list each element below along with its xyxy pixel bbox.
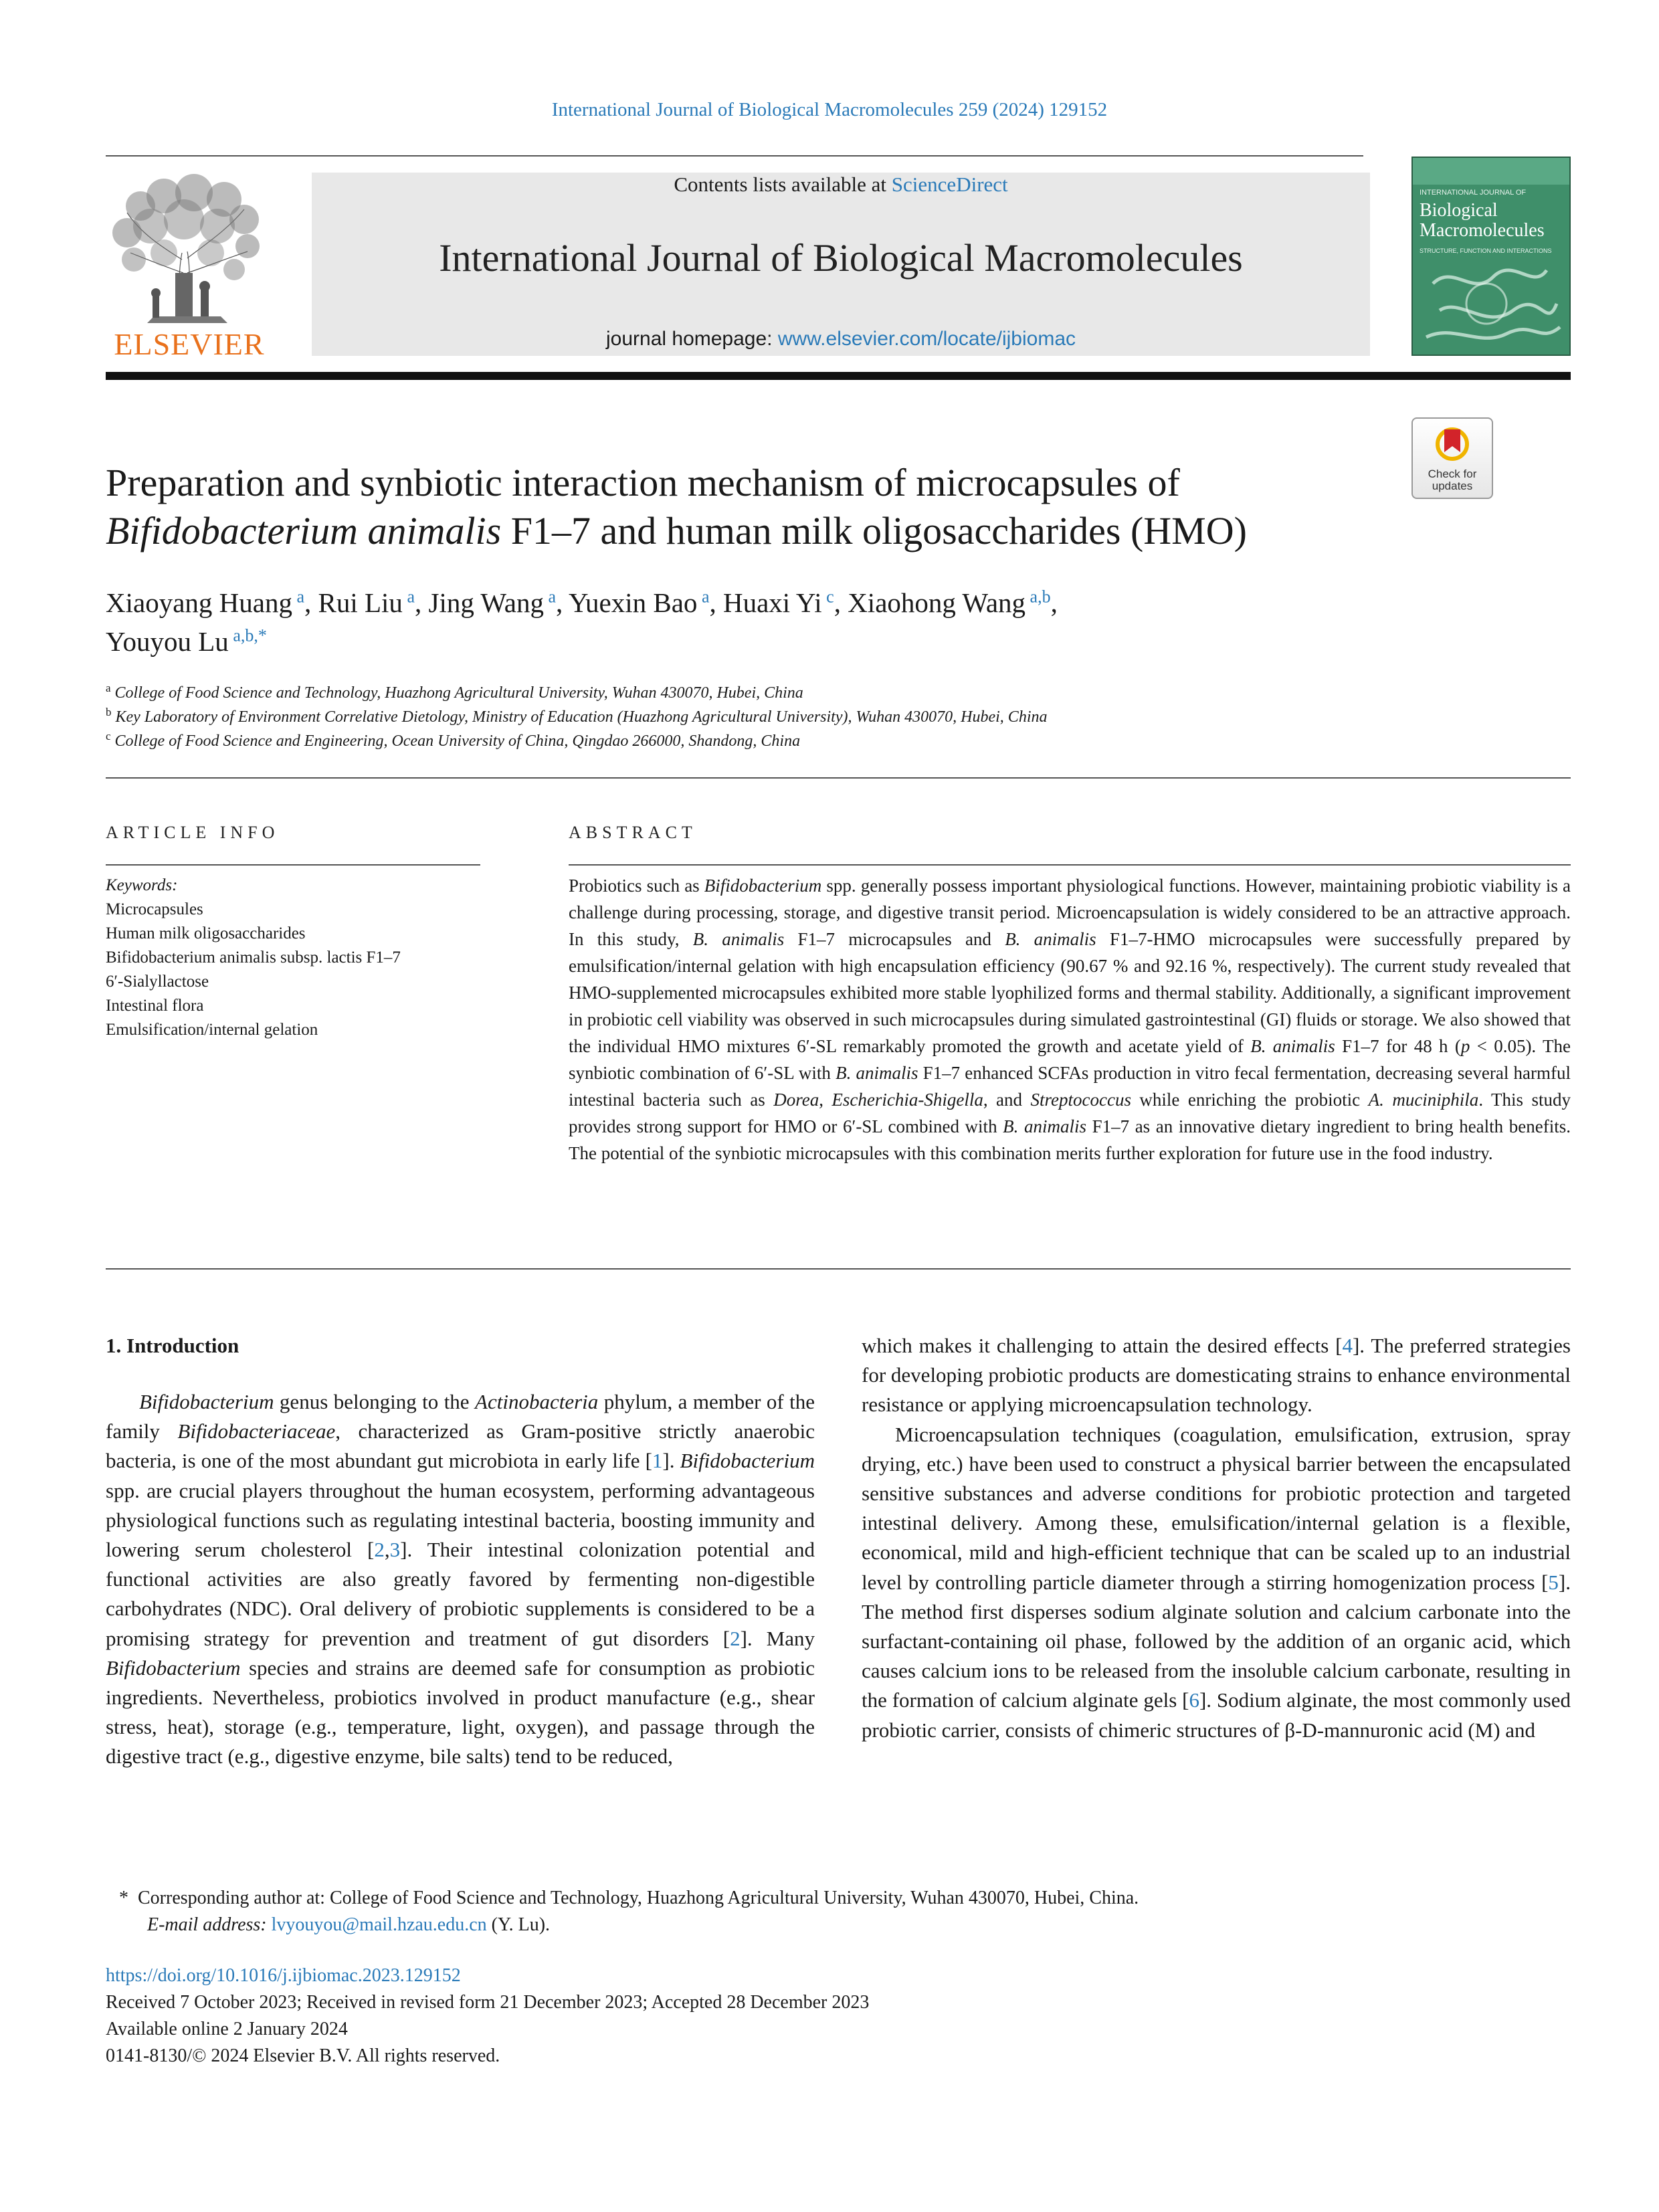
cover-artwork [1413, 257, 1569, 356]
author-affil-sup[interactable]: a [701, 587, 710, 607]
author-affil-sup[interactable]: c [826, 587, 834, 607]
body-column-right [862, 1331, 1571, 1745]
citation-link[interactable]: 6 [1189, 1688, 1199, 1712]
section-rule [106, 777, 1571, 779]
author-name[interactable]: Huaxi Yi [722, 587, 822, 618]
copyright: 0141-8130/© 2024 Elsevier B.V. All rights reserved. [106, 2045, 500, 2066]
article-info-heading: ARTICLE INFO [106, 823, 280, 842]
author-affil-sup[interactable]: a,b [1030, 587, 1051, 607]
author-name[interactable]: Jing Wang [428, 587, 544, 618]
header-rule [106, 155, 1363, 157]
keyword: Intestinal flora [106, 997, 204, 1015]
masthead-thick-rule [106, 372, 1571, 380]
homepage-line: journal homepage: www.elsevier.com/locate/ijbiomac [605, 328, 1076, 350]
cover-small-text: INTERNATIONAL JOURNAL OF [1420, 189, 1527, 197]
contents-line: Contents lists available at ScienceDirect [674, 173, 1008, 196]
author-affil-sup[interactable]: a,b,* [233, 625, 267, 645]
keyword: 6′-Sialyllactose [106, 973, 209, 991]
author-affil-sup[interactable]: a [296, 587, 304, 607]
sciencedirect-link[interactable]: ScienceDirect [891, 173, 1008, 196]
keyword: Microcapsules [106, 900, 203, 918]
journal-citation-link[interactable]: International Journal of Biological Macromolecules 259 (2024) 129152 [551, 99, 1108, 120]
paragraph: Bifidobacterium genus belonging to the Actinobacteria phylum, a member of the family Bifidobacteriaceae, characterized as Gram-positive strictly anaerobic bacteria, is one of the most abundant gut microbiota in early life [1]. Bifidobacterium spp. are crucial players throughout the human ecosystem, performing advantageous physiological functions such as regulating intestinal bacteria, boosting immunity and lowering serum cholesterol [2,3]. Their intestinal colonization potential and functional activities are also greatly favored by fermenting non-digestible carbohydrates (NDC). Oral delivery of probiotic supplements is considered to be a promising strategy for prevention and treatment of gut disorders [2]. Many Bifidobacterium species and strains are deemed safe for consumption as probiotic ingredients. Nevertheless, probiotics involved in product manufacture (e.g., shear stress, heat), storage (e.g., temperature, light, oxygen), and passage through the digestive tract (e.g., digestive enzyme, bile salts) tend to be reduced, [106, 1390, 815, 1769]
check-for-updates-badge[interactable] [1411, 417, 1493, 499]
affiliation: $^a$ College of Food Science and Technology, Huazhong Agricultural University, Wuhan 430070, Hubei, China [106, 682, 803, 702]
affiliations [106, 681, 1564, 753]
abstract-text: Probiotics such as Bifidobacterium spp. generally possess important physiological functions. However, maintaining probiotic viability is a challenge during processing, storage, and digestive transit period. Microencapsulation is widely considered to be an attractive approach. In this study, B. animalis F1–7 microcapsules and B. animalis F1–7-HMO microcapsules were successfully prepared by emulsification/internal gelation with high encapsulation efficiency (90.67 % and 92.16 %, respectively). The current study revealed that HMO-supplemented microcapsules exhibited more stable lyophilized forms and thermal stability. Additionally, a significant improvement in probiotic cell viability was observed in such microcapsules during simulated gastrointestinal (GI) fluids or storage. We also showed that the individual HMO mixtures 6′-SL remarkably promoted the growth and acetate yield of B. animalis F1–7 for 48 h (p < 0.05). The synbiotic combination of 6′-SL with B. animalis F1–7 enhanced SCFAs production in vitro fecal fermentation, decreasing several harmful intestinal bacteria such as Dorea, Escherichia-Shigella, and Streptococcus while enriching the probiotic A. muciniphila. This study provides strong support for HMO or 6′-SL combined with B. animalis F1–7 as an innovative dietary ingredient to bring health benefits. The potential of the synbiotic microcapsules with this combination merits further exploration for future use in the food industry. [569, 876, 1571, 1163]
citation-link[interactable]: 5 [1548, 1570, 1559, 1594]
body-column-left [106, 1387, 815, 1772]
citation-link[interactable]: 2 [730, 1626, 741, 1650]
author-name[interactable]: Youyou Lu [106, 626, 229, 657]
article-title: Preparation and synbiotic interaction mechanism of microcapsules of Bifidobacterium animalis F1–7 and human milk oligosaccharides (HMO) [106, 461, 1247, 552]
author-name[interactable]: Rui Liu [318, 587, 403, 618]
author-affil-sup[interactable]: a [548, 587, 556, 607]
author-name[interactable]: Xiaohong Wang [848, 587, 1026, 618]
article-footer [106, 1963, 1444, 2070]
corresponding-author-footnote: * Corresponding author at: College of Food Science and Technology, Huazhong Agricultural University, Wuhan 430070, Hubei, China. E-mail address: lvyouyou@mail.hzau.edu.cn (Y. Lu). [119, 1888, 1139, 1935]
keyword: Human milk oligosaccharides [106, 924, 306, 942]
abstract-rule [569, 864, 1571, 866]
doi-link[interactable]: https://doi.org/10.1016/j.ijbiomac.2023.129152 [106, 1965, 461, 1986]
keyword: Emulsification/internal gelation [106, 1021, 318, 1039]
abstract-heading: ABSTRACT [569, 823, 697, 842]
author-name[interactable]: Yuexin Bao [568, 587, 698, 618]
paragraph: which makes it challenging to attain the desired effects [4]. The preferred strategies for developing probiotic products are domesticating strains to enhance environmental resistance or applying microencapsulation technology. [862, 1334, 1571, 1417]
affiliation: $^c$ College of Food Science and Engineering, Ocean University of China, Qingdao 266000, Shandong, China [106, 730, 801, 750]
email-link[interactable]: lvyouyou@mail.hzau.edu.cn [271, 1914, 487, 1935]
affiliation: $^b$ Key Laboratory of Environment Correlative Dietology, Ministry of Education (Huazhong Agricultural University), Wuhan 430070, Hubei, China [106, 706, 1048, 726]
bookmark-icon [1436, 425, 1469, 466]
received-dates: Received 7 October 2023; Received in revised form 21 December 2023; Accepted 28 December 2023 [106, 1992, 870, 2013]
introduction-heading: 1. Introduction [106, 1334, 239, 1357]
info-rule [106, 864, 480, 866]
citation-link[interactable]: 3 [389, 1538, 401, 1562]
author-list: Xiaoyang Huang $^a$, Rui Liu $^a$, Jing Wang $^a$, Yuexin Bao $^a$, Huaxi Yi $^c$, Xiaohong Wang $^{a,b}$, Youyou Lu $^{a,b,*}$ [106, 587, 1058, 657]
keyword: Bifidobacterium animalis subsp. lactis F1–7 [106, 948, 401, 967]
publisher-wordmark: ELSEVIER [114, 327, 265, 361]
section-rule [106, 1268, 1571, 1270]
available-online: Available online 2 January 2024 [106, 2019, 348, 2039]
paragraph: Microencapsulation techniques (coagulation, emulsification, extrusion, spray drying, etc.) have been used to construct a physical barrier between the encapsulated sensitive substances and adverse conditions for probiotic protection and targeted intestinal delivery. Among these, emulsification/internal gelation is a flexible, economical, mild and high-efficient technique that can be scaled up to an industrial level by controlling particle diameter through a stirring homogenization process [5]. The method first disperses sodium alginate solution and calcium carbonate into the surfactant-containing oil phase, followed by the addition of an organic acid, which causes calcium ions to be released from the insoluble calcium carbonate, resulting in the formation of calcium alginate gels [6]. Sodium alginate, the most commonly used probiotic carrier, consists of chimeric structures of β-D-mannuronic acid (M) and [862, 1422, 1571, 1742]
author-name[interactable]: Xiaoyang Huang [106, 587, 292, 618]
keywords-list: Keywords: Microcapsules Human milk oligosaccharides Bifidobacterium animalis subsp. lactis F1–7 6′-Sialyllactose Intestinal flora Emulsification/internal gelation [106, 874, 507, 1042]
cover-title: Biological Macromolecules [1420, 200, 1545, 241]
journal-cover[interactable] [1411, 157, 1571, 356]
cover-subtitle: STRUCTURE, FUNCTION AND INTERACTIONS [1420, 247, 1552, 254]
journal-homepage-link[interactable]: www.elsevier.com/locate/ijbiomac [777, 328, 1076, 350]
cover-band [1413, 158, 1569, 185]
journal-name: International Journal of Biological Macromolecules [439, 236, 1243, 280]
citation-link[interactable]: 1 [652, 1449, 663, 1473]
citation-link[interactable]: 2 [374, 1538, 385, 1562]
citation-link[interactable]: 4 [1342, 1334, 1353, 1357]
badge-label: Check for updates [1428, 468, 1477, 492]
author-affil-sup[interactable]: a [407, 587, 415, 607]
